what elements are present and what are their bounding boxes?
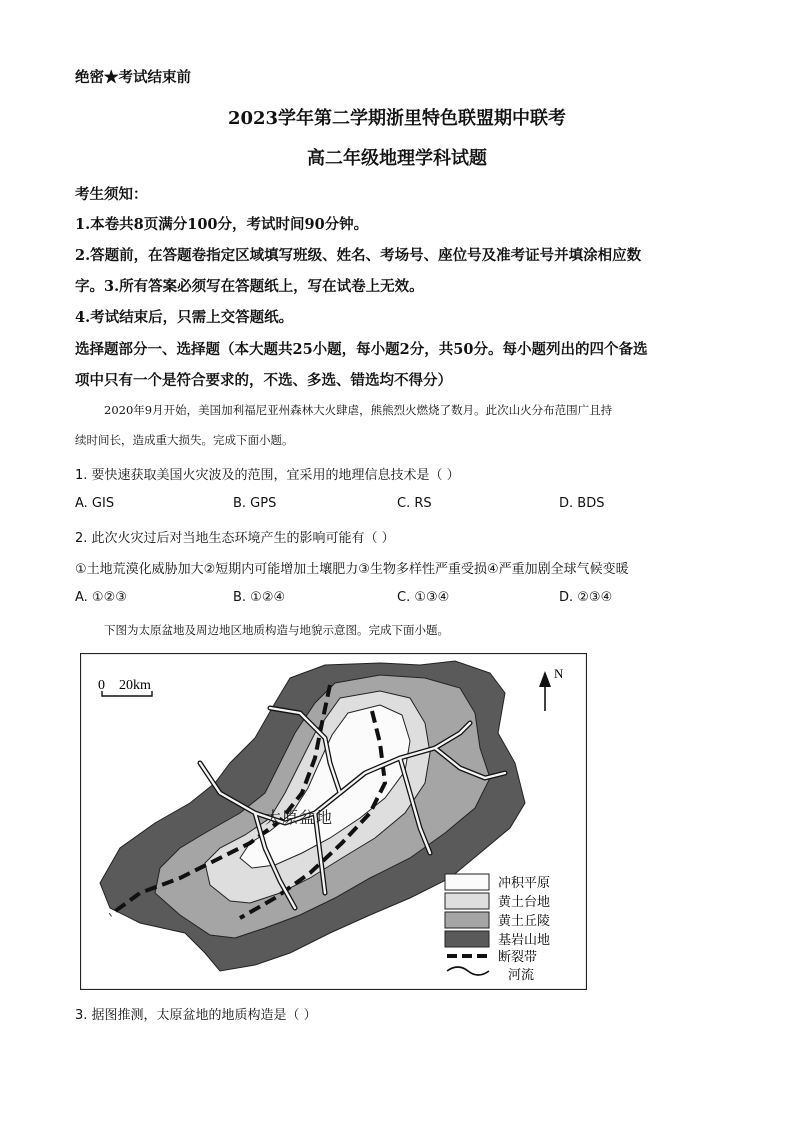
passage-2-line-1: 下图为太原盆地及周边地区地质构造与地貌示意图。完成下面小题。: [104, 623, 449, 637]
question-1-option-c: C. RS: [397, 496, 432, 511]
section-heading-line-2: 项中只有一个是符合要求的，不选、多选、错选均不得分）: [75, 372, 452, 389]
legend-swatch-alluvial-plain: [445, 874, 489, 890]
question-1-option-b: B. GPS: [233, 496, 277, 511]
exam-subtitle: 高二年级地理学科试题: [307, 148, 487, 169]
notice-line-1: 1.本卷共8页满分100分，考试时间90分钟。: [75, 216, 369, 233]
basin-label: 太原盆地: [265, 808, 334, 827]
legend-swatch-loess-hills: [445, 912, 489, 928]
notice-line-3: 字。3.所有答案必须写在答题纸上，写在试卷上无效。: [75, 278, 424, 295]
legend-label-fault: 断裂带: [498, 950, 538, 965]
question-1-stem: 1. 要快速获取美国火灾波及的范围，宜采用的地理信息技术是（ ）: [75, 468, 460, 483]
question-2-statements: ①土地荒漠化威胁加大②短期内可能增加土壤肥力③生物多样性严重受损④严重加剧全球气候变暖: [75, 562, 629, 577]
passage-1-line-2: 续时间长，造成重大损失。完成下面小题。: [75, 433, 294, 447]
question-2-option-b: B. ①②④: [233, 590, 286, 605]
question-2-option-a: A. ①②③: [75, 590, 127, 605]
scale-bar-label: 0 20km: [98, 678, 151, 693]
legend-swatch-loess-terrace: [445, 893, 489, 909]
legend-label-loess-terrace: 黄土台地: [498, 895, 551, 910]
question-1-option-d: D. BDS: [559, 496, 605, 511]
legend-swatch-bedrock-mountain: [445, 931, 489, 947]
question-2-option-d: D. ②③④: [559, 590, 613, 605]
notice-line-4: 4.考试结束后，只需上交答题纸。: [75, 309, 294, 326]
question-2-option-c: C. ①③④: [397, 590, 450, 605]
taiyuan-basin-map: [80, 653, 587, 990]
section-heading-line-1: 选择题部分一、选择题（本大题共25小题，每小题2分，共50分。每小题列出的四个备选: [75, 341, 648, 358]
notice-line-2: 2.答题前，在答题卷指定区域填写班级、姓名、考场号、座位号及准考证号并填涂相应数: [75, 247, 642, 264]
legend-label-river: 河流: [508, 968, 535, 983]
question-1-option-a: A. GIS: [75, 496, 115, 511]
secret-label: 绝密★考试结束前: [75, 69, 191, 86]
legend-label-loess-hills: 黄土丘陵: [498, 914, 551, 929]
legend-label-bedrock-mountain: 基岩山地: [498, 933, 551, 948]
passage-1-line-1: 2020年9月开始，美国加利福尼亚州森林大火肆虐，熊熊烈火燃烧了数月。此次山火分布范围广且持: [104, 403, 613, 417]
question-3-stem: 3. 据图推测，太原盆地的地质构造是（ ）: [75, 1008, 317, 1023]
north-label: N: [554, 666, 564, 681]
exam-title: 2023学年第二学期浙里特色联盟期中联考: [227, 108, 567, 129]
question-2-stem: 2. 此次火灾过后对当地生态环境产生的影响可能有（ ）: [75, 531, 395, 546]
legend-label-alluvial-plain: 冲积平原: [498, 876, 551, 891]
notice-heading: 考生须知：: [75, 186, 148, 203]
